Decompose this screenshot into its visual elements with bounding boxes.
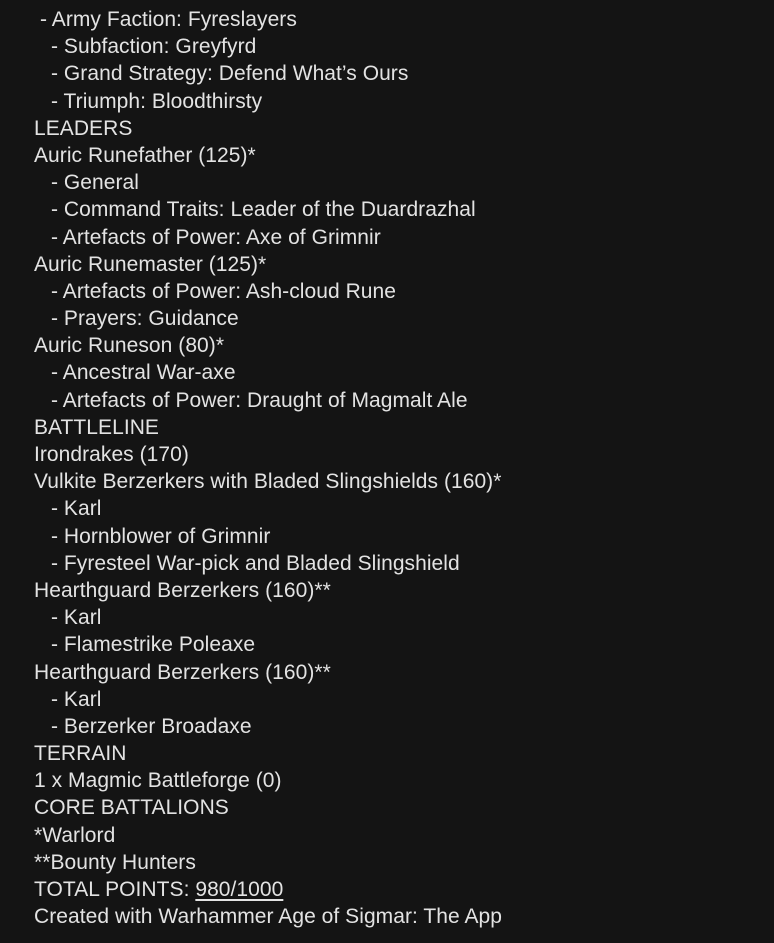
core-battalions-heading: CORE BATTALIONS [34,796,229,820]
unit-name: Auric Runemaster (125)* [34,252,267,276]
subfaction-line: - Subfaction: Greyfyrd [51,35,257,59]
total-points-line [34,876,774,903]
unit-detail: - General [51,171,139,195]
unit-detail: - Berzerker Broadaxe [51,714,252,738]
battleline-heading: BATTLELINE [34,415,159,439]
unit-detail: - Artefacts of Power: Axe of Grimnir [51,225,381,249]
footer-credit: Created with Warhammer Age of Sigmar: The App [34,905,502,929]
army-faction-line: - Army Faction: Fyreslayers [40,8,297,31]
battalion-item: **Bounty Hunters [34,850,196,874]
unit-detail: - Flamestrike Poleaxe [51,633,256,657]
unit-detail: - Hornblower of Grimnir [51,524,271,548]
terrain-item: 1 x Magmic Battleforge (0) [34,769,282,793]
terrain-heading: TERRAIN [34,742,127,766]
total-points-value: 980/1000 [195,878,284,901]
unit-detail: - Command Traits: Leader of the Duardrazhal [51,198,476,222]
grand-strategy-line: - Grand Strategy: Defend What’s Ours [51,62,409,86]
army-list-text [34,6,774,930]
unit-detail: - Fyresteel War-pick and Bladed Slingshield [51,551,460,575]
leaders-heading: LEADERS [34,116,133,140]
unit-name: Hearthguard Berzerkers (160)** [34,578,331,602]
total-points-label: TOTAL POINTS: [34,878,196,901]
unit-detail: - Prayers: Guidance [51,307,239,331]
unit-detail: - Karl [51,497,102,521]
unit-name: Irondrakes (170) [34,443,189,466]
unit-name: Auric Runeson (80)* [34,334,225,358]
triumph-line: - Triumph: Bloodthirsty [51,89,263,113]
unit-detail: - Karl [51,606,102,630]
unit-name: Vulkite Berzerkers with Bladed Slingshields (160)* [34,470,502,494]
unit-detail: - Artefacts of Power: Ash-cloud Rune [51,279,396,303]
unit-name: Hearthguard Berzerkers (160)** [34,660,331,684]
unit-detail: - Artefacts of Power: Draught of Magmalt Ale [51,388,468,412]
unit-detail: - Karl [51,687,102,711]
unit-detail: - Ancestral War-axe [51,361,236,385]
battalion-item: *Warlord [34,823,116,847]
unit-name: Auric Runefather (125)* [34,143,256,167]
